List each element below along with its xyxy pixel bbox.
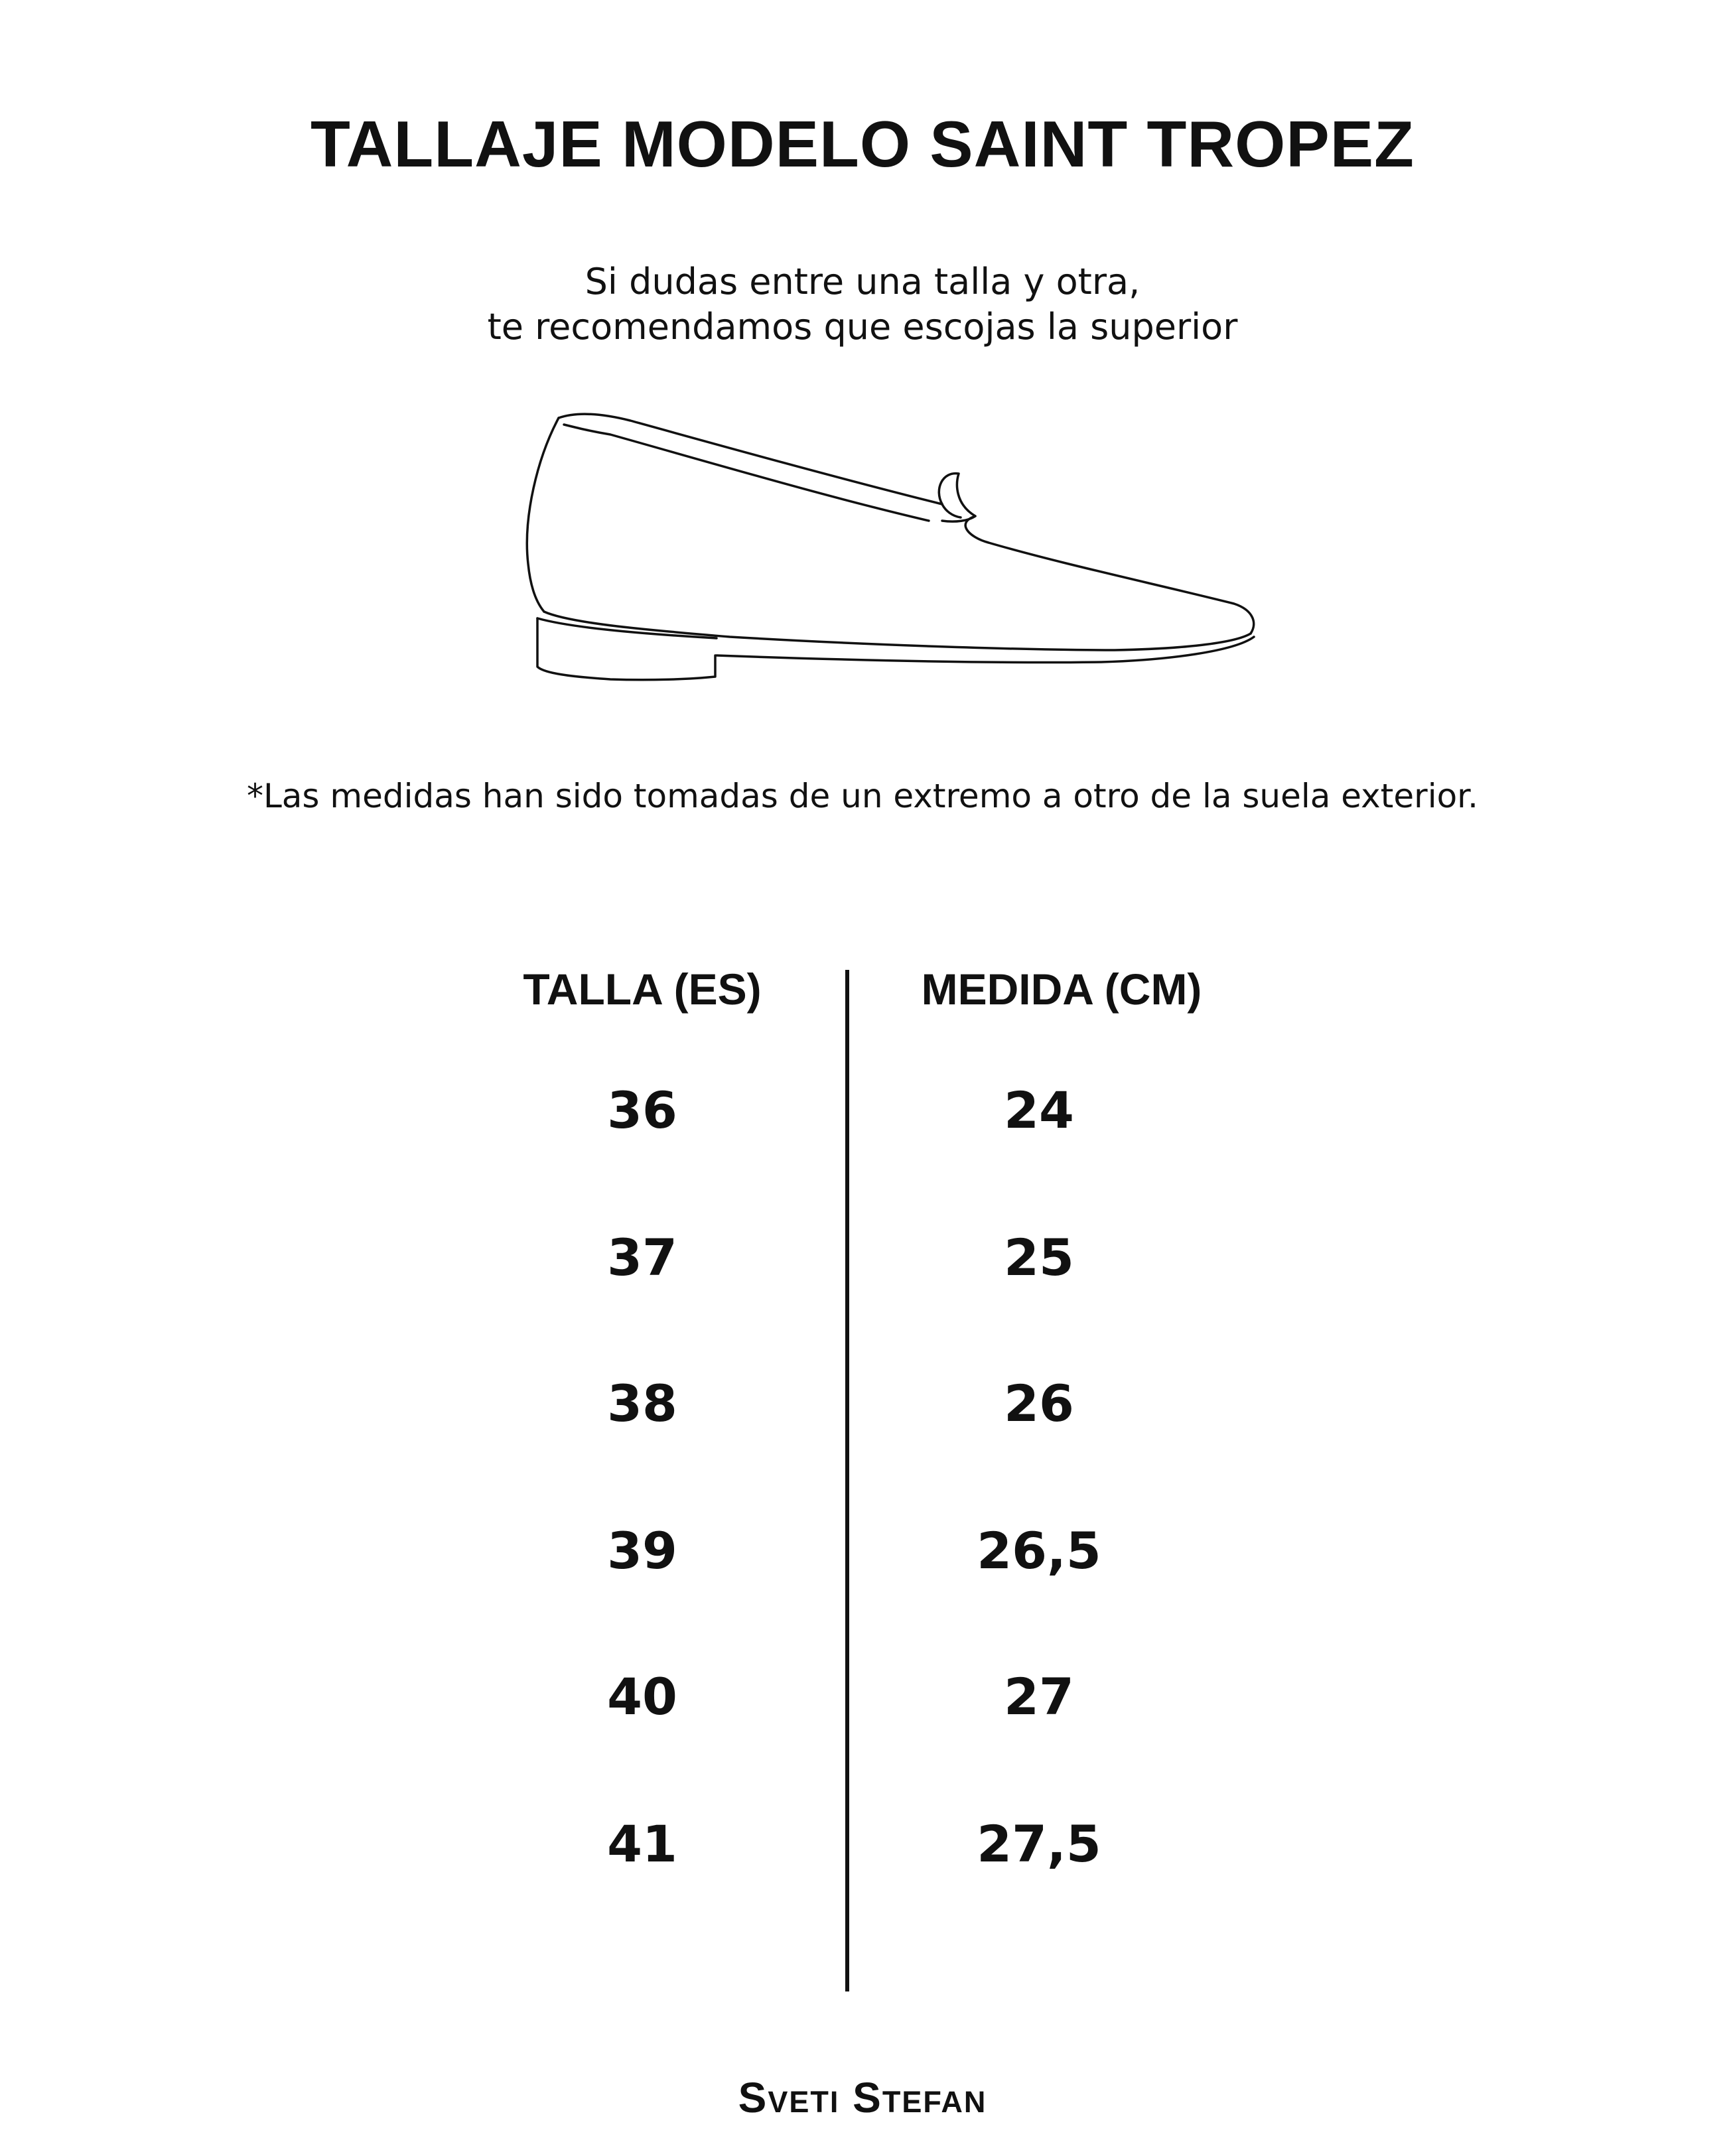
measurement-disclaimer: *Las medidas han sido tomadas de un extremo a otro de la suela exterior. xyxy=(246,777,1479,815)
size-cell: 36 xyxy=(607,1081,677,1140)
measure-cell: 25 xyxy=(1004,1228,1074,1287)
size-cell: 38 xyxy=(607,1374,677,1433)
measure-cell: 26,5 xyxy=(977,1521,1101,1580)
size-cell: 37 xyxy=(607,1228,677,1287)
measure-cell: 27,5 xyxy=(977,1814,1101,1873)
measure-cell: 27 xyxy=(1004,1667,1074,1726)
column-header-size: TALLA (ES) xyxy=(523,965,762,1014)
size-advice-line-1: Si dudas entre una talla y otra, xyxy=(585,261,1140,303)
column-header-measure: MEDIDA (CM) xyxy=(921,965,1202,1014)
measure-cell: 26 xyxy=(1004,1374,1074,1433)
size-advice-line-2: te recomendamos que escojas la superior xyxy=(487,306,1238,348)
size-cell: 40 xyxy=(607,1667,677,1726)
brand-wordmark: Sveti Stefan xyxy=(738,2074,987,2122)
size-cell: 41 xyxy=(607,1814,677,1873)
measure-cell: 24 xyxy=(1004,1081,1074,1140)
loafer-shoe-outline-icon xyxy=(518,405,1261,697)
column-divider xyxy=(845,970,849,1991)
page-title: TALLAJE MODELO SAINT TROPEZ xyxy=(310,107,1414,180)
size-cell: 39 xyxy=(607,1521,677,1580)
